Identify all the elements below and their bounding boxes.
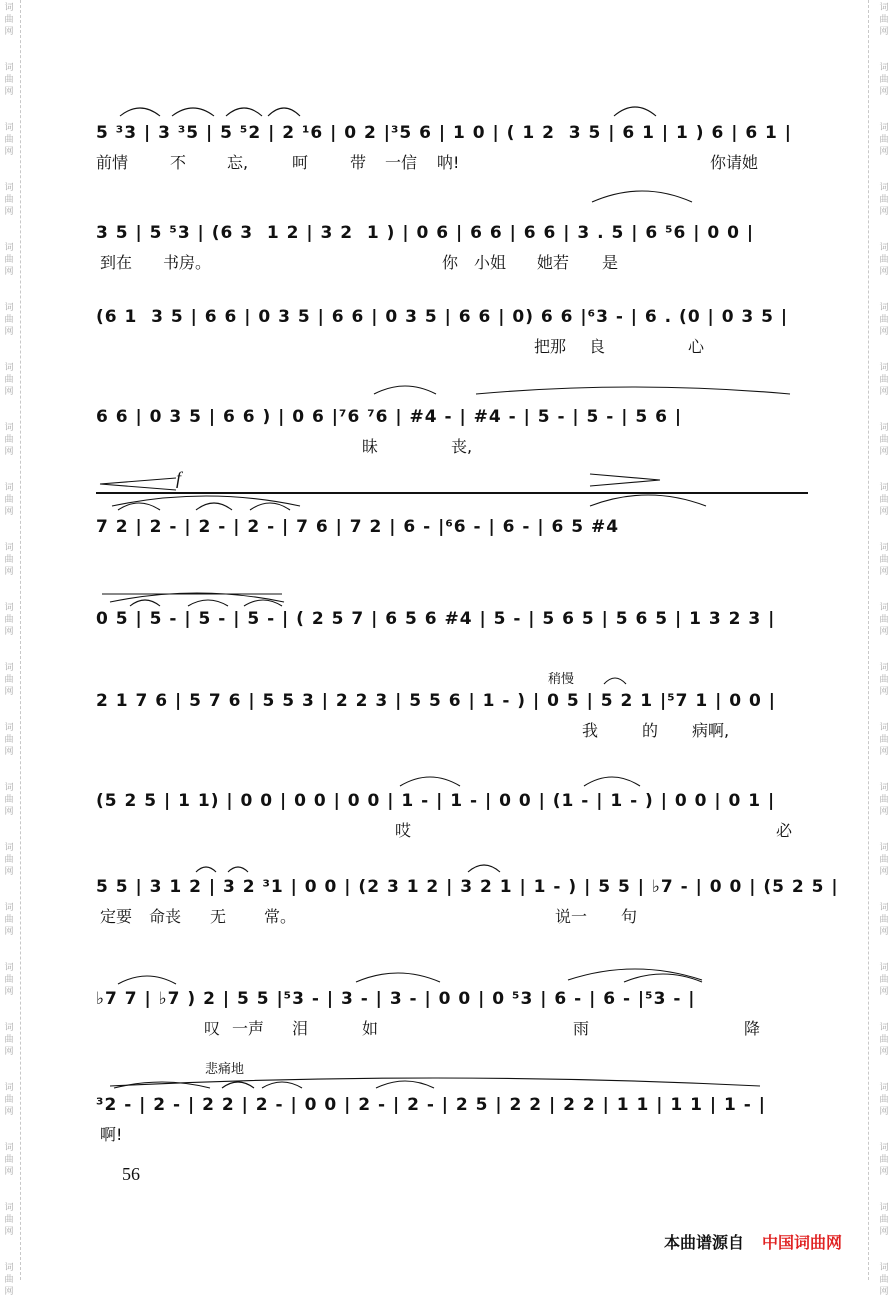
hairpin-line <box>590 474 660 480</box>
lyric-syllable: 不 <box>170 153 187 172</box>
watermark-text: 词曲网 <box>4 1263 14 1297</box>
lyric-syllable: 呵 <box>292 153 309 172</box>
notation-row: 0 5 | 5 - | 5 - | 5 - | ( 2 5 7 | 6 5 6 #4 | 5 - | 5 6 5 | 5 6 5 | 1 3 2 3 | <box>96 609 776 629</box>
lyric-syllable: 心 <box>688 337 705 356</box>
lyric-row <box>96 905 808 929</box>
lyric-syllable: 昧 <box>362 437 379 456</box>
notation-row: ♭7 7 | ♭7 ) 2 | 5 5 |⁵3 - | 3 - | 3 - | 0 0 | 0 ⁵3 | 6 - | 6 - |⁵3 - | <box>96 989 696 1009</box>
watermark-text: 词曲网 <box>4 543 14 577</box>
lyric-row <box>96 335 808 359</box>
lyric-syllable: 定要 <box>100 907 133 926</box>
lyric-syllable: 哎 <box>395 821 412 840</box>
lyric-syllable: 你请她 <box>710 153 759 172</box>
hairpin-line <box>590 480 660 486</box>
watermark-text: 词曲网 <box>4 1023 14 1057</box>
lyric-row <box>96 719 808 743</box>
page-number: 56 <box>122 1164 140 1184</box>
lyric-syllable: 降 <box>744 1019 761 1038</box>
watermark-text: 词曲网 <box>879 3 889 37</box>
watermark-text: 词曲网 <box>4 783 14 817</box>
lyric-syllable: 啊! <box>100 1125 123 1144</box>
watermark-text: 词曲网 <box>4 363 14 397</box>
slur-arc <box>400 777 460 786</box>
lyric-syllable: 忘, <box>227 153 249 172</box>
watermark-text: 词曲网 <box>4 3 14 37</box>
watermark-text: 词曲网 <box>4 123 14 157</box>
lyric-syllable: 把那 <box>534 337 567 356</box>
notation-row: 7 2 | 2 - | 2 - | 2 - | 7 6 | 7 2 | 6 - |⁶6 - | 6 - | 6 5 #4 <box>96 517 620 537</box>
notation-row: (5 2 5 | 1 1) | 0 0 | 0 0 | 0 0 | 1 - | 1 - | 0 0 | (1 - | 1 - ) | 0 0 | 0 1 | <box>96 791 776 811</box>
lyric-syllable: 命丧 <box>149 907 182 926</box>
source-footer <box>664 1230 842 1253</box>
lyric-syllable: 的 <box>642 721 659 740</box>
lyric-syllable: 小姐 <box>474 253 507 272</box>
slur-arc <box>172 108 214 116</box>
tempo-mark: 稍慢 <box>548 672 575 687</box>
lyric-row <box>96 251 808 275</box>
slur-arc <box>376 1081 434 1088</box>
lyric-row <box>96 151 808 175</box>
hairpin-line <box>100 484 176 490</box>
watermark-text: 词曲网 <box>879 1023 889 1057</box>
watermark-text: 词曲网 <box>879 903 889 937</box>
lyric-row <box>96 545 808 569</box>
lyric-syllable: 是 <box>602 253 619 272</box>
lyric-syllable: 句 <box>621 907 638 926</box>
lyric-syllable: 病啊, <box>692 721 730 740</box>
watermark-text: 词曲网 <box>879 423 889 457</box>
watermark-text: 词曲网 <box>879 663 889 697</box>
notation-row: 5 ³3 | 3 ³5 | 5 ⁵2 | 2 ¹6 | 0 2 |³5 6 | 1 0 | ( 1 2 3 5 | 6 1 | 1 ) 6 | 6 1 | <box>96 123 793 143</box>
watermark-text: 词曲网 <box>879 123 889 157</box>
expression-mark: 悲痛地 <box>205 1062 245 1077</box>
slur-arc <box>196 503 232 510</box>
lyric-syllable: 我 <box>582 721 599 740</box>
slur-arc <box>592 191 692 202</box>
watermark-text: 词曲网 <box>879 543 889 577</box>
system-rule <box>96 492 808 494</box>
notation-row: 6 6 | 0 3 5 | 6 6 ) | 0 6 |⁷6 ⁷6 | #4 - | #4 - | 5 - | 5 - | 5 6 | <box>96 407 683 427</box>
slur-arc <box>110 1078 760 1086</box>
slur-arc <box>250 503 290 510</box>
lyric-row <box>96 819 808 843</box>
slur-arc <box>114 1082 210 1088</box>
watermark-text: 词曲网 <box>879 963 889 997</box>
watermark-text: 词曲网 <box>879 723 889 757</box>
watermark-text: 词曲网 <box>879 363 889 397</box>
lyric-row <box>96 435 808 459</box>
lyric-syllable: 书房。 <box>163 253 212 272</box>
watermark-text: 词曲网 <box>879 63 889 97</box>
lyric-syllable: 雨 <box>573 1019 590 1038</box>
source-site-link[interactable]: 中国词曲网 <box>762 1233 843 1252</box>
watermark-text: 词曲网 <box>879 483 889 517</box>
slur-arc <box>604 678 626 684</box>
slur-arc <box>222 1082 254 1088</box>
slur-arc <box>356 973 440 982</box>
lyric-syllable: 泪 <box>292 1019 309 1038</box>
slur-arc <box>118 976 176 984</box>
notation-row: 5 5 | 3 1 2 | 3 2 ³1 | 0 0 | (2 3 1 2 | 3 2 1 | 1 - ) | 5 5 | ♭7 - | 0 0 | (5 2 5 | <box>96 877 839 897</box>
watermark-text: 词曲网 <box>4 723 14 757</box>
slur-arc <box>120 108 160 116</box>
watermark-text: 词曲网 <box>879 303 889 337</box>
slur-arc <box>226 108 262 116</box>
lyric-syllable: 到在 <box>100 253 133 272</box>
watermark-text: 词曲网 <box>879 1083 889 1117</box>
source-label: 本曲谱源自 <box>664 1233 745 1252</box>
lyric-syllable: 必 <box>776 821 793 840</box>
watermark-text: 词曲网 <box>4 843 14 877</box>
hairpin-line <box>100 478 176 484</box>
watermark-text: 词曲网 <box>879 1263 889 1297</box>
notation-row: (6 1 3 5 | 6 6 | 0 3 5 | 6 6 | 0 3 5 | 6 6 | 0) 6 6 |⁶3 - | 6 . (0 | 0 3 5 | <box>96 307 789 327</box>
lyric-row <box>96 637 808 661</box>
watermark-text: 词曲网 <box>4 483 14 517</box>
notation-row: ³2 - | 2 - | 2 2 | 2 - | 0 0 | 2 - | 2 - | 2 5 | 2 2 | 2 2 | 1 1 | 1 1 | 1 - | <box>96 1095 766 1115</box>
watermark-text: 词曲网 <box>4 603 14 637</box>
lyric-row <box>96 1123 808 1147</box>
lyric-syllable: 你 <box>442 253 459 272</box>
lyric-syllable: 常。 <box>264 907 297 926</box>
lyric-syllable: 呐! <box>437 153 460 172</box>
slur-arc <box>624 974 702 982</box>
watermark-text: 词曲网 <box>4 1203 14 1237</box>
slur-arc <box>268 108 300 116</box>
notation-row: 3 5 | 5 ⁵3 | (6 3 1 2 | 3 2 1 ) | 0 6 | 6 6 | 6 6 | 3 . 5 | 6 ⁵6 | 0 0 | <box>96 223 755 243</box>
watermark-text: 词曲网 <box>4 183 14 217</box>
lyric-syllable: 无 <box>210 907 227 926</box>
watermark-text: 词曲网 <box>879 183 889 217</box>
forte-mark: f <box>176 468 182 488</box>
watermark-text: 词曲网 <box>4 903 14 937</box>
slur-arc <box>590 495 706 506</box>
watermark-text: 词曲网 <box>879 243 889 277</box>
slur-arc <box>468 865 500 872</box>
lyric-syllable: 她若 <box>537 253 570 272</box>
watermark-text: 词曲网 <box>4 423 14 457</box>
slur-arc <box>262 1082 302 1088</box>
watermark-text: 词曲网 <box>4 663 14 697</box>
watermark-text: 词曲网 <box>4 63 14 97</box>
watermark-text: 词曲网 <box>4 1143 14 1177</box>
watermark-text: 词曲网 <box>4 303 14 337</box>
watermark-text: 词曲网 <box>4 1083 14 1117</box>
lyric-syllable: 如 <box>362 1019 379 1038</box>
watermark-text: 词曲网 <box>879 1143 889 1177</box>
lyric-syllable: 丧, <box>451 437 473 456</box>
lyric-syllable: 带 <box>350 153 367 172</box>
watermark-text: 词曲网 <box>4 963 14 997</box>
slur-arc <box>614 107 656 116</box>
watermark-text: 词曲网 <box>4 243 14 277</box>
watermark-text: 词曲网 <box>879 843 889 877</box>
slur-arc <box>374 386 436 394</box>
watermark-text: 词曲网 <box>879 603 889 637</box>
lyric-syllable: 一信 <box>385 153 418 172</box>
lyric-syllable: 良 <box>589 337 606 356</box>
slur-arc <box>476 387 790 394</box>
lyric-syllable: 叹 <box>204 1019 221 1038</box>
lyric-syllable: 说一 <box>555 907 588 926</box>
lyric-row <box>96 1017 808 1041</box>
lyric-syllable: 前情 <box>96 153 129 172</box>
watermark-text: 词曲网 <box>879 1203 889 1237</box>
slur-arc <box>584 777 640 786</box>
lyric-syllable: 一声 <box>232 1019 265 1038</box>
notation-row: 2 1 7 6 | 5 7 6 | 5 5 3 | 2 2 3 | 5 5 6 | 1 - ) | 0 5 | 5 2 1 |⁵7 1 | 0 0 | <box>96 691 776 711</box>
watermark-text: 词曲网 <box>879 783 889 817</box>
